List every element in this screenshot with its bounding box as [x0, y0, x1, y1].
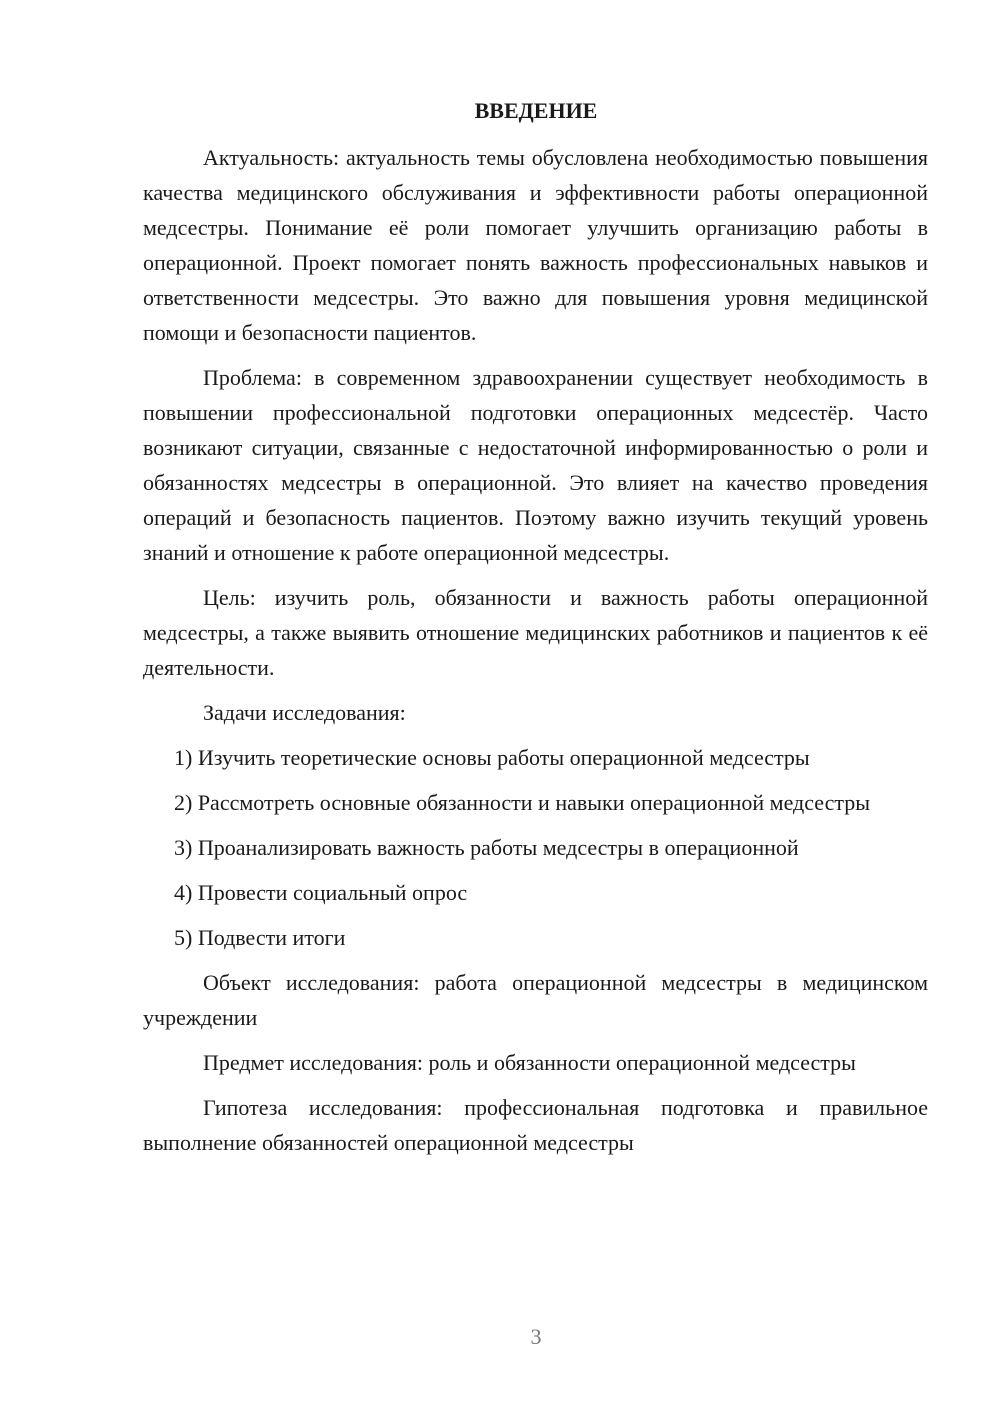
object-paragraph: Объект исследования: работа операционной медсестры в медицинском учреждении [143, 970, 928, 1030]
problem-paragraph: Проблема: в современном здравоохранении существует необходимость в повышении профессиональной подготовки операционных медсестёр. Часто возникают ситуации, связанные с недостаточной информированностью о роли и обязанностях медсестры в операционной. Это влияет на качество проведения операций и безопасность пациентов. Поэтому важно изучить текущий уровень знаний и отношение к работе операционной медсестры. [143, 365, 928, 565]
task-item-5: 5) Подвести итоги [174, 925, 346, 950]
hypothesis-paragraph: Гипотеза исследования: профессиональная подготовка и правильное выполнение обязанностей операционной медсестры [143, 1095, 928, 1155]
task-item-4: 4) Провести социальный опрос [174, 880, 468, 905]
page-body [143, 140, 928, 1170]
subject-paragraph: Предмет исследования: роль и обязанности операционной медсестры [203, 1050, 856, 1075]
task-item-3: 3) Проанализировать важность работы медсестры в операционной [174, 835, 799, 860]
tasks-heading: Задачи исследования: [203, 700, 406, 725]
page-title: ВВЕДЕНИЕ [474, 98, 598, 123]
task-item-1: 1) Изучить теоретические основы работы операционной медсестры [174, 745, 810, 770]
relevance-paragraph: Актуальность: актуальность темы обусловлена необходимостью повышения качества медицинского обслуживания и эффективности работы операционной медсестры. Понимание её роли помогает улучшить организацию работы в операционной. Проект помогает понять важность профессиональных навыков и ответственности медсестры. Это важно для повышения уровня медицинской помощи и безопасности пациентов. [143, 145, 928, 345]
task-item-2: 2) Рассмотреть основные обязанности и навыки операционной медсестры [174, 790, 871, 815]
goal-paragraph: Цель: изучить роль, обязанности и важность работы операционной медсестры, а также выявить отношение медицинских работников и пациентов к её деятельности. [143, 585, 928, 680]
page-number: 3 [530, 1324, 542, 1349]
